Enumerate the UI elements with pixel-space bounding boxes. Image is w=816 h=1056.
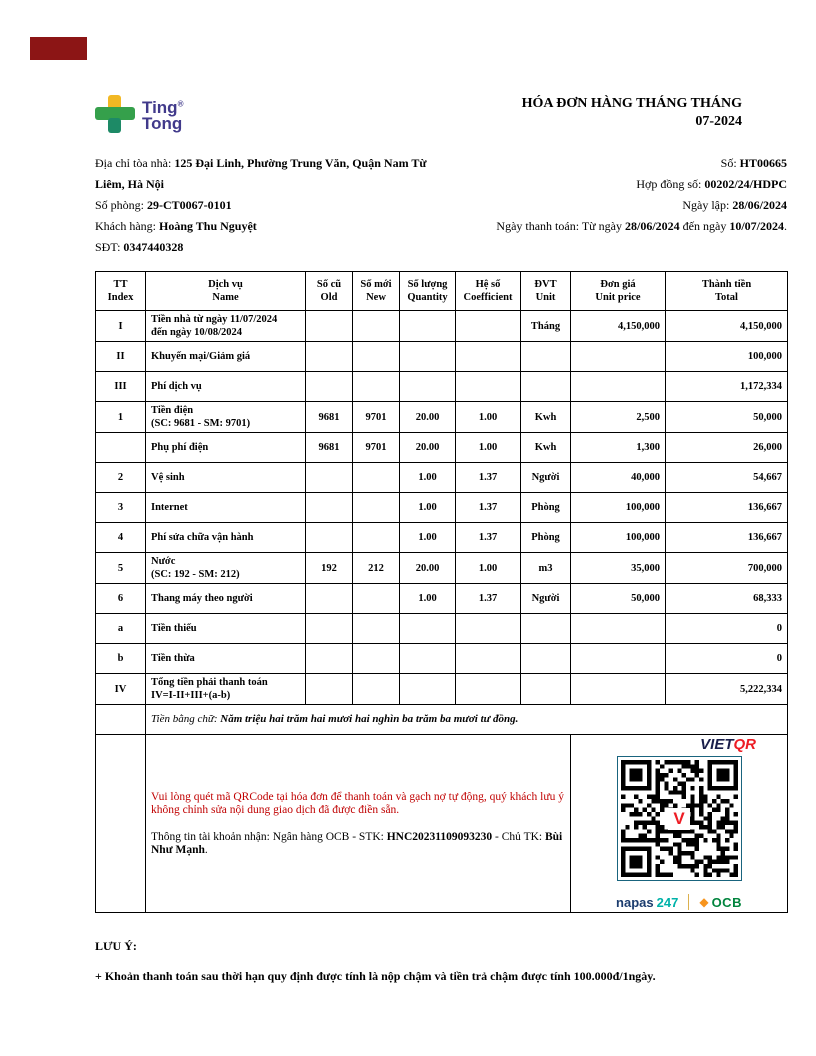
service-name-cell: Tổng tiền phải thanh toán IV=I-II+III+(a-b) — [146, 674, 306, 705]
table-row — [96, 644, 788, 674]
table-cell — [353, 674, 400, 705]
table-row — [96, 614, 788, 644]
table-cell: 1.37 — [456, 523, 521, 553]
service-name-cell: Tiền thừa — [146, 644, 306, 674]
invoice-title: HÓA ĐƠN HÀNG THÁNG THÁNG 07-2024 — [521, 96, 742, 129]
table-cell: 20.00 — [400, 553, 456, 584]
building-address: Địa chỉ tòa nhà: 125 Đại Linh, Phường Trung Văn, Quận Nam Từ Liêm, Hà Nội — [95, 156, 427, 191]
table-cell — [306, 342, 353, 372]
table-cell — [306, 463, 353, 493]
table-cell — [456, 644, 521, 674]
table-cell — [306, 614, 353, 644]
table-cell: 1,300 — [571, 433, 666, 463]
note-body: + Khoản thanh toán sau thời hạn quy định được tính là nộp chậm và tiền trả chậm được tính 100.000đ/1ngày. — [95, 969, 656, 983]
footer-notes — [95, 939, 787, 984]
table-cell: 1.00 — [400, 584, 456, 614]
table-cell: 20.00 — [400, 433, 456, 463]
table-cell — [456, 614, 521, 644]
table-cell: 1.00 — [456, 433, 521, 463]
qr-panel — [571, 735, 788, 913]
contract-number: Hợp đồng số: 00202/24/HDPC — [636, 177, 787, 191]
table-row — [96, 584, 788, 614]
table-cell — [521, 614, 571, 644]
table-cell — [400, 342, 456, 372]
invoice-info — [95, 153, 787, 258]
table-cell: Kwh — [521, 402, 571, 433]
table-row — [96, 493, 788, 523]
table-cell: 3 — [96, 493, 146, 523]
table-cell: 20.00 — [400, 402, 456, 433]
issue-date: Ngày lập: 28/06/2024 — [682, 198, 787, 212]
service-name-cell: Tiền thiếu — [146, 614, 306, 644]
ocb-logo: ◆ OCB — [699, 894, 742, 910]
table-cell — [353, 342, 400, 372]
table-cell — [353, 463, 400, 493]
table-cell: 1.37 — [456, 584, 521, 614]
column-header-name: Dịch vụ Name — [146, 272, 306, 311]
invoice-info-left — [95, 153, 447, 258]
table-cell: Phòng — [521, 523, 571, 553]
amount-in-words — [146, 705, 788, 735]
table-row — [96, 553, 788, 584]
table-cell: 68,333 — [666, 584, 788, 614]
table-cell: 1.00 — [400, 523, 456, 553]
table-cell — [353, 644, 400, 674]
table-header-row — [96, 272, 788, 311]
payment-period: Ngày thanh toán: Từ ngày 28/06/2024 đến ngày 10/07/2024. — [496, 219, 787, 233]
service-name-cell: Phí dịch vụ — [146, 372, 306, 402]
table-cell: Tháng — [521, 311, 571, 342]
table-cell — [96, 433, 146, 463]
service-name-cell: Khuyến mại/Giảm giá — [146, 342, 306, 372]
table-cell: 9701 — [353, 433, 400, 463]
table-cell: 1.37 — [456, 493, 521, 523]
table-cell: 4,150,000 — [666, 311, 788, 342]
table-cell — [353, 493, 400, 523]
table-cell — [521, 342, 571, 372]
table-cell: 136,667 — [666, 523, 788, 553]
table-cell: 0 — [666, 644, 788, 674]
account-info-text: Thông tin tài khoản nhận: Ngân hàng OCB - STK: HNC20231109093230 - Chủ TK: Bùi Như Mạnh. — [151, 830, 563, 856]
column-header-total: Thành tiền Total — [666, 272, 788, 311]
table-cell: 1.37 — [456, 463, 521, 493]
table-cell: 4,150,000 — [571, 311, 666, 342]
column-header-quantity: Số lượng Quantity — [400, 272, 456, 311]
note-title: LƯU Ý: — [95, 939, 137, 953]
column-header-new: Số mới New — [353, 272, 400, 311]
table-cell: 1,172,334 — [666, 372, 788, 402]
tingtong-logo — [95, 95, 183, 133]
table-cell — [571, 342, 666, 372]
amount-in-words-row — [96, 705, 788, 735]
service-table — [95, 271, 788, 913]
table-cell: 6 — [96, 584, 146, 614]
table-cell: 100,000 — [571, 493, 666, 523]
table-cell: I — [96, 311, 146, 342]
table-cell — [456, 674, 521, 705]
column-header-coefficient: Hệ số Coefficient — [456, 272, 521, 311]
table-cell — [353, 311, 400, 342]
table-cell — [571, 372, 666, 402]
table-cell — [456, 342, 521, 372]
table-cell — [400, 674, 456, 705]
table-cell: 2,500 — [571, 402, 666, 433]
table-cell: 1.00 — [456, 553, 521, 584]
table-row — [96, 674, 788, 705]
table-cell: 26,000 — [666, 433, 788, 463]
table-cell — [353, 584, 400, 614]
table-row — [96, 311, 788, 342]
table-cell — [571, 644, 666, 674]
table-cell: 40,000 — [571, 463, 666, 493]
table-cell — [353, 372, 400, 402]
table-cell: 1.00 — [400, 463, 456, 493]
table-cell: 192 — [306, 553, 353, 584]
table-cell — [306, 493, 353, 523]
table-row — [96, 372, 788, 402]
table-cell: 1.00 — [456, 402, 521, 433]
table-cell: 100,000 — [666, 342, 788, 372]
table-cell — [306, 311, 353, 342]
table-cell — [456, 372, 521, 402]
table-cell: Người — [521, 463, 571, 493]
table-cell: 5,222,334 — [666, 674, 788, 705]
table-cell: 100,000 — [571, 523, 666, 553]
vietqr-v-icon: V — [668, 808, 690, 830]
red-marker — [30, 37, 87, 60]
table-cell: Kwh — [521, 433, 571, 463]
table-cell: 35,000 — [571, 553, 666, 584]
service-name-cell: Phụ phí điện — [146, 433, 306, 463]
table-cell — [400, 372, 456, 402]
table-cell — [306, 674, 353, 705]
qr-section-row — [96, 735, 788, 913]
table-cell: 2 — [96, 463, 146, 493]
table-cell: 700,000 — [666, 553, 788, 584]
table-cell: IV — [96, 674, 146, 705]
qr-notice-text: Vui lòng quét mã QRCode tại hóa đơn để thanh toán và gạch nợ tự động, quý khách lưu ý không chỉnh sửa nội dung giao dịch đã được điền sẵn. — [151, 790, 564, 816]
table-cell: Phòng — [521, 493, 571, 523]
invoice-page — [95, 95, 787, 984]
table-cell: 0 — [666, 614, 788, 644]
customer-name: Khách hàng: Hoàng Thu Nguyệt — [95, 219, 257, 233]
table-cell: Người — [521, 584, 571, 614]
service-name-cell: Internet — [146, 493, 306, 523]
table-cell — [353, 523, 400, 553]
table-cell — [521, 372, 571, 402]
column-header-unit: ĐVT Unit — [521, 272, 571, 311]
table-cell: 54,667 — [666, 463, 788, 493]
service-name-cell: Phí sửa chữa vận hành — [146, 523, 306, 553]
table-cell: 1.00 — [400, 493, 456, 523]
table-cell: III — [96, 372, 146, 402]
table-cell: II — [96, 342, 146, 372]
table-cell: 4 — [96, 523, 146, 553]
table-row — [96, 433, 788, 463]
vietqr-logo: VIETQR — [700, 736, 756, 753]
table-cell — [456, 311, 521, 342]
tingtong-logo-text: Ting® Tong — [142, 97, 184, 133]
table-cell — [521, 674, 571, 705]
tingtong-logo-icon — [95, 95, 135, 133]
table-cell: 50,000 — [666, 402, 788, 433]
table-cell: a — [96, 614, 146, 644]
table-cell: 212 — [353, 553, 400, 584]
napas-logo: napas 247 — [616, 894, 679, 910]
table-cell: 9681 — [306, 402, 353, 433]
table-cell: 136,667 — [666, 493, 788, 523]
logo-divider — [688, 894, 689, 910]
table-cell — [521, 644, 571, 674]
payment-network-logos — [576, 894, 782, 910]
table-cell: 9681 — [306, 433, 353, 463]
payment-instructions — [146, 735, 571, 913]
room-number: Số phòng: 29-CT0067-0101 — [95, 198, 232, 212]
table-row — [96, 402, 788, 433]
table-cell — [306, 523, 353, 553]
table-cell — [571, 674, 666, 705]
service-name-cell: Nước (SC: 192 - SM: 212) — [146, 553, 306, 584]
column-header-unit-price: Đơn giá Unit price — [571, 272, 666, 311]
table-row — [96, 342, 788, 372]
service-name-cell: Vệ sinh — [146, 463, 306, 493]
table-cell: 1 — [96, 402, 146, 433]
ocb-diamond-icon: ◆ — [699, 894, 709, 909]
customer-phone: SĐT: 0347440328 — [95, 240, 184, 254]
table-cell: b — [96, 644, 146, 674]
table-cell: 9701 — [353, 402, 400, 433]
header — [95, 95, 787, 133]
column-header-old: Số cũ Old — [306, 272, 353, 311]
column-header-index: TT Index — [96, 272, 146, 311]
table-row — [96, 463, 788, 493]
table-cell — [400, 311, 456, 342]
table-cell — [96, 735, 146, 913]
service-name-cell: Thang máy theo người — [146, 584, 306, 614]
table-cell — [306, 372, 353, 402]
table-row — [96, 523, 788, 553]
table-cell — [400, 644, 456, 674]
amount-in-words-text: Tiền bằng chữ: Năm triệu hai trăm hai mươi hai nghìn ba trăm ba mươi tư đồng. — [151, 713, 519, 725]
invoice-number: Số: HT00665 — [720, 156, 787, 170]
table-cell: m3 — [521, 553, 571, 584]
table-cell — [306, 644, 353, 674]
service-name-cell: Tiền nhà từ ngày 11/07/2024 đến ngày 10/08/2024 — [146, 311, 306, 342]
table-cell: 5 — [96, 553, 146, 584]
table-cell — [571, 614, 666, 644]
table-cell — [400, 614, 456, 644]
table-cell — [306, 584, 353, 614]
qr-code-frame — [617, 756, 742, 881]
invoice-info-right — [447, 153, 787, 258]
table-cell: 50,000 — [571, 584, 666, 614]
table-cell — [353, 614, 400, 644]
service-name-cell: Tiền điện (SC: 9681 - SM: 9701) — [146, 402, 306, 433]
table-cell — [96, 705, 146, 735]
